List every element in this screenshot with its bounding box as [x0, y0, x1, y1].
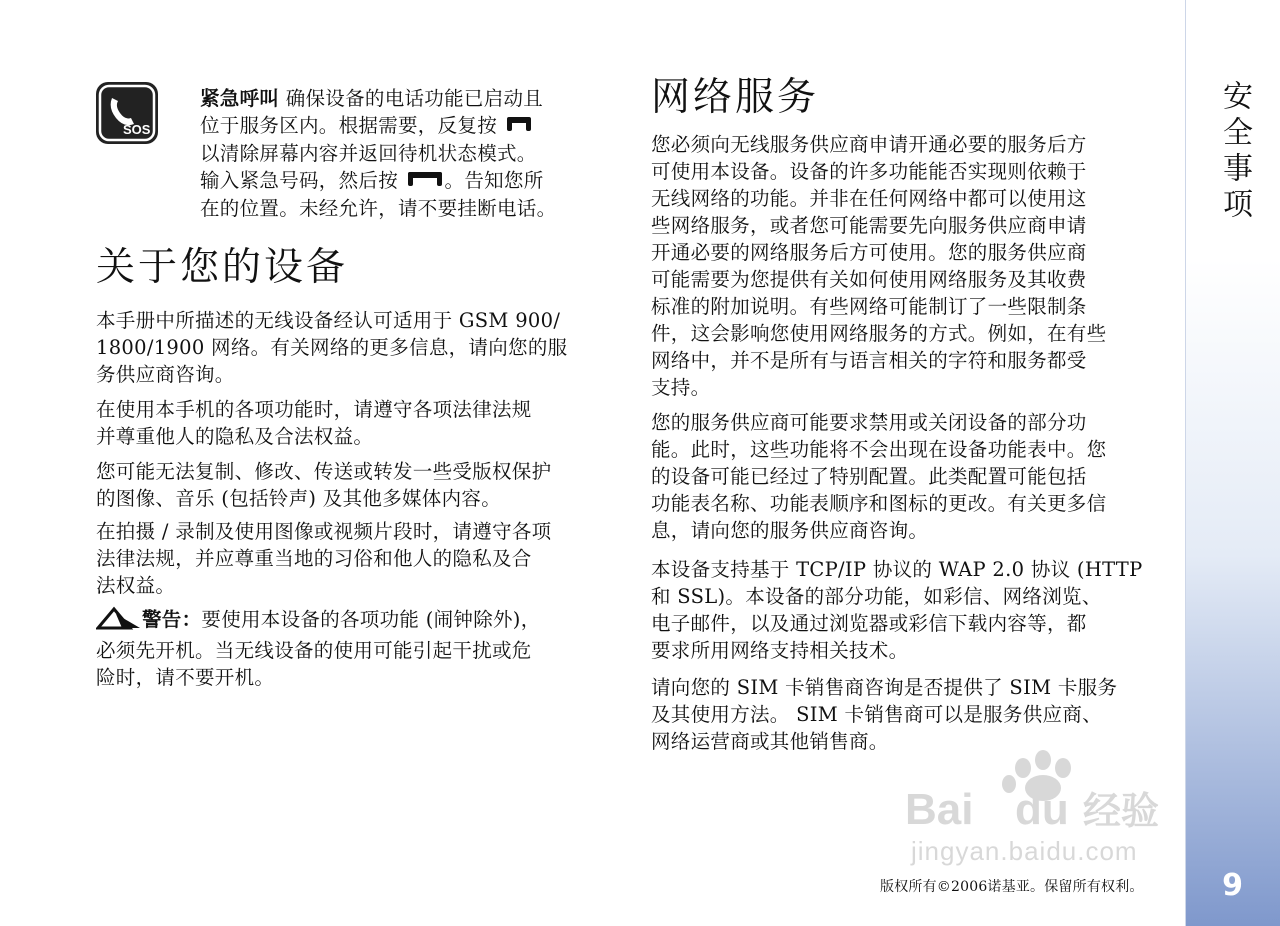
text-line: 法律法规，并应尊重当地的习俗和他人的隐私及合: [96, 547, 532, 570]
emergency-line: 确保设备的电话功能已启动且: [279, 87, 544, 110]
emergency-call-text: [200, 85, 630, 222]
text-line: 网络运营商或其他销售商。: [651, 730, 889, 753]
text-line: 您的服务供应商可能要求禁用或关闭设备的部分功: [651, 411, 1087, 434]
text-line: 并尊重他人的隐私及合法权益。: [96, 425, 374, 448]
text-line: 您可能无法复制、修改、传送或转发一些受版权保护: [96, 460, 552, 483]
text-line: 务供应商咨询。: [96, 363, 235, 386]
network-paragraph-2: [651, 409, 1175, 544]
text-line: 可使用本设备。设备的许多功能能否实现则依赖于: [651, 160, 1087, 183]
text-line: 在拍摄 / 录制及使用图像或视频片段时，请遵守各项: [96, 520, 552, 543]
sos-phone-icon: [96, 82, 158, 144]
watermark-brand-b: du: [1015, 785, 1069, 834]
text-line: 无线网络的功能。并非在任何网络中都可以使用这: [651, 187, 1087, 210]
emergency-line: 位于服务区内。根据需要，反复按: [200, 114, 498, 137]
svg-text:SOS: SOS: [123, 122, 151, 137]
text-line: 电子邮件，以及通过浏览器或彩信下载内容等，都: [651, 612, 1087, 635]
text-line: 能。此时，这些功能将不会出现在设备功能表中。您: [651, 438, 1107, 461]
about-device-title: 关于您的设备: [96, 245, 349, 290]
text-line: 要使用本设备的各项功能 (闹钟除外)，: [201, 608, 541, 631]
emergency-line: 。告知您所: [444, 169, 544, 192]
text-line: 1800/1900 网络。有关网络的更多信息，请向您的服: [96, 336, 568, 359]
text-line: 及其使用方法。 SIM 卡销售商可以是服务供应商、: [651, 703, 1102, 726]
warning-icon: [96, 606, 142, 637]
text-line: 要求所用网络支持相关技术。: [651, 639, 909, 662]
text-line: 支持。: [651, 376, 711, 399]
text-line: 险时，请不要开机。: [96, 666, 275, 689]
text-line: 法权益。: [96, 574, 176, 597]
text-line: 开通必要的网络服务后方可使用。您的服务供应商: [651, 241, 1087, 264]
text-line: 在使用本手机的各项功能时，请遵守各项法律法规: [96, 398, 532, 421]
text-line: 功能表名称、功能表顺序和图标的更改。有关更多信: [651, 492, 1107, 515]
text-line: 的图像、音乐 (包括铃声) 及其他多媒体内容。: [96, 487, 502, 510]
section-title: 安全事项: [1217, 80, 1252, 224]
about-paragraph-2: [96, 396, 622, 450]
emergency-line: 在的位置。未经允许，请不要挂断电话。: [200, 197, 557, 220]
text-line: 和 SSL)。本设备的部分功能，如彩信、网络浏览、: [651, 585, 1102, 608]
baidu-watermark: [905, 738, 1195, 868]
about-paragraph-3: [96, 458, 622, 512]
emergency-heading: 紧急呼叫: [200, 87, 280, 110]
call-key-icon: [405, 168, 445, 195]
text-line: 请向您的 SIM 卡销售商咨询是否提供了 SIM 卡服务: [651, 676, 1118, 699]
text-line: 网络中，并不是所有与语言相关的字符和服务都受: [651, 349, 1087, 372]
text-line: 您必须向无线服务供应商申请开通必要的服务后方: [651, 133, 1087, 156]
end-key-icon: [504, 113, 534, 140]
warning-block: [96, 606, 622, 691]
network-paragraph-1: [651, 131, 1175, 401]
network-services-title: 网络服务: [651, 75, 820, 120]
about-paragraph-4: [96, 518, 622, 599]
emergency-line: 输入紧急号码，然后按: [200, 169, 399, 192]
about-paragraph-1: [96, 307, 622, 388]
copyright-text: 版权所有©2006诺基亚。保留所有权利。: [880, 879, 1144, 895]
text-line: 必须先开机。当无线设备的使用可能引起干扰或危: [96, 639, 532, 662]
text-line: 本设备支持基于 TCP/IP 协议的 WAP 2.0 协议 (HTTP: [651, 558, 1143, 581]
page-number: 9: [1222, 868, 1243, 903]
text-line: 标准的附加说明。有些网络可能制订了一些限制条: [651, 295, 1087, 318]
network-paragraph-3: [651, 556, 1175, 664]
text-line: 件，这会影响您使用网络服务的方式。例如，在有些: [651, 322, 1107, 345]
text-line: 息，请向您的服务供应商咨询。: [651, 519, 929, 542]
emergency-line: 以清除屏幕内容并返回待机状态模式。: [200, 142, 537, 165]
text-line: 些网络服务，或者您可能需要先向服务供应商申请: [651, 214, 1087, 237]
text-line: 本手册中所描述的无线设备经认可适用于 GSM 900/: [96, 309, 561, 332]
watermark-brand: Bai: [905, 785, 974, 834]
watermark-brand-cn: 经验: [1083, 789, 1160, 833]
warning-label: 警告：: [142, 608, 202, 631]
text-line: 的设备可能已经过了特别配置。此类配置可能包括: [651, 465, 1087, 488]
watermark-url: jingyan.baidu.com: [911, 836, 1138, 866]
text-line: 可能需要为您提供有关如何使用网络服务及其收费: [651, 268, 1087, 291]
